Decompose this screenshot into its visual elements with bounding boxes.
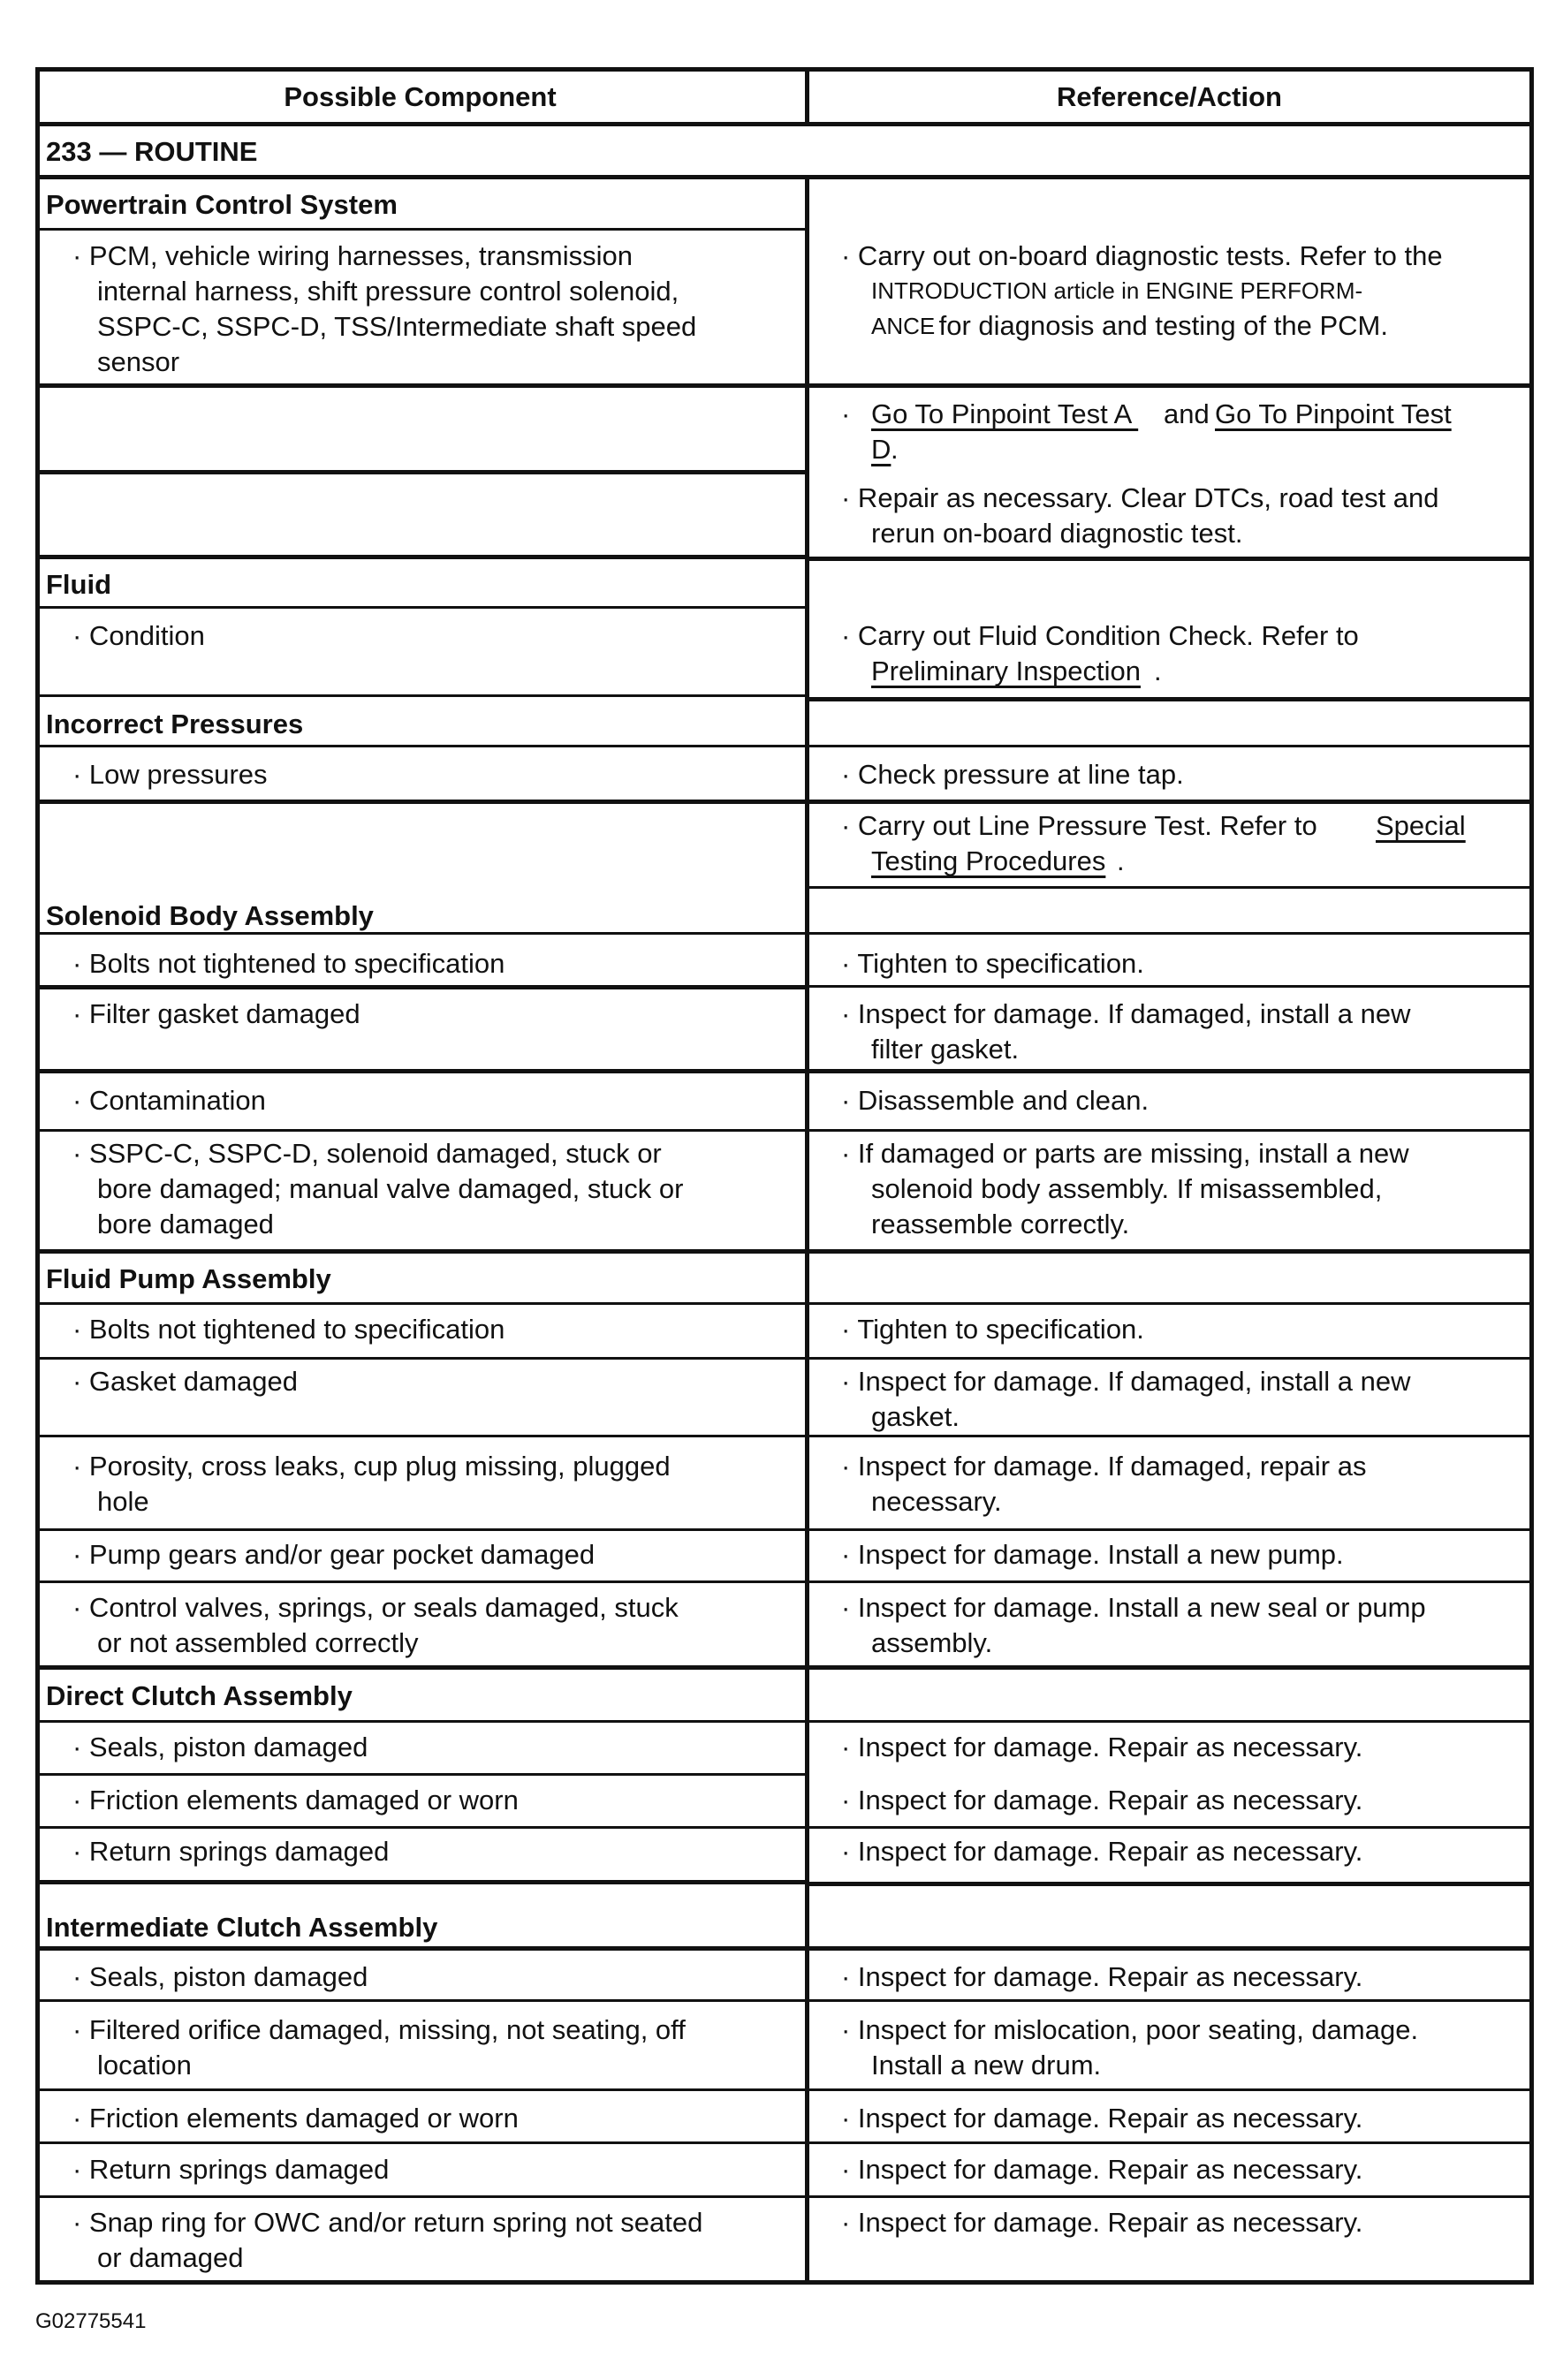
action-text: · Disassemble and clean. xyxy=(841,1085,1149,1116)
action-text: · Inspect for damage. Repair as necessary. xyxy=(841,1836,1363,1867)
action-text: · Inspect for damage. Repair as necessary. xyxy=(841,2103,1363,2134)
row-divider xyxy=(808,383,1530,388)
action-text: · Inspect for damage. If damaged, install a new xyxy=(841,998,1411,1029)
component-text: · Porosity, cross leaks, cup plug missing, plugged xyxy=(72,1451,671,1482)
row-divider xyxy=(39,745,805,747)
component-text: · Control valves, springs, or seals damaged, stuck xyxy=(72,1592,679,1623)
action-text: · Repair as necessary. Clear DTCs, road test and xyxy=(841,482,1439,513)
row-divider xyxy=(39,985,805,989)
row-divider xyxy=(808,985,1530,988)
row-divider xyxy=(808,1580,1530,1583)
action-text: . xyxy=(891,434,899,465)
row-divider xyxy=(808,1946,1530,1951)
component-text: · Filtered orifice damaged, missing, not seating, off xyxy=(72,2014,686,2045)
row-divider xyxy=(808,1249,1530,1254)
row-divider xyxy=(808,886,1530,889)
row-divider xyxy=(39,1069,805,1073)
special-testing-link[interactable]: Special xyxy=(1376,810,1466,841)
row-divider xyxy=(39,1773,805,1776)
action-text: solenoid body assembly. If misassembled, xyxy=(871,1173,1383,1204)
section-title-direct-clutch: Direct Clutch Assembly xyxy=(46,1680,353,1711)
row-divider xyxy=(39,1946,805,1951)
row-divider xyxy=(35,122,1534,126)
action-text: · Inspect for damage. If damaged, repair as xyxy=(841,1451,1367,1482)
row-divider xyxy=(39,694,805,697)
action-text: · Inspect for damage. Repair as necessary. xyxy=(841,2154,1363,2185)
action-text: for diagnosis and testing of the PCM. xyxy=(931,310,1388,341)
row-divider xyxy=(808,1528,1530,1531)
action-text: · Carry out Fluid Condition Check. Refer to xyxy=(841,620,1359,651)
row-divider xyxy=(39,606,805,609)
row-divider xyxy=(808,2141,1530,2144)
pinpoint-test-d-link[interactable]: D xyxy=(871,434,892,465)
section-title-fluid: Fluid xyxy=(46,569,112,600)
component-text: · Return springs damaged xyxy=(72,2154,390,2185)
action-text: · Inspect for damage. Repair as necessary. xyxy=(841,1961,1363,1992)
action-bullet: · xyxy=(841,398,858,429)
action-text: necessary. xyxy=(871,1486,1002,1517)
component-text: · Filter gasket damaged xyxy=(72,998,360,1029)
action-text: Install a new drum. xyxy=(871,2050,1102,2081)
section-title-intermediate-clutch: Intermediate Clutch Assembly xyxy=(46,1912,438,1943)
component-text: · Friction elements damaged or worn xyxy=(72,1785,519,1815)
action-text: ANCE xyxy=(871,313,936,339)
action-text: · Inspect for damage. Repair as necessary. xyxy=(841,1785,1363,1815)
row-divider xyxy=(39,1880,805,1884)
row-divider xyxy=(39,2141,805,2144)
row-divider xyxy=(808,1720,1530,1723)
component-text: · SSPC-C, SSPC-D, solenoid damaged, stuck or xyxy=(72,1138,662,1169)
action-text: assembly. xyxy=(871,1627,993,1658)
component-text: · Contamination xyxy=(72,1085,266,1116)
row-divider xyxy=(39,1720,805,1723)
section-title-powertrain: Powertrain Control System xyxy=(46,189,398,220)
component-text: · Friction elements damaged or worn xyxy=(72,2103,519,2134)
action-text: · Carry out on-board diagnostic tests. Refer to the xyxy=(841,240,1443,271)
component-text: bore damaged xyxy=(97,1209,274,1239)
component-text: SSPC-C, SSPC-D, TSS/Intermediate shaft speed xyxy=(97,311,697,342)
row-divider xyxy=(808,1129,1530,1132)
row-divider xyxy=(39,383,805,388)
component-text: · Snap ring for OWC and/or return spring not seated xyxy=(72,2207,703,2238)
row-divider xyxy=(39,555,805,559)
section-title-pressures: Incorrect Pressures xyxy=(46,709,304,739)
action-text: · Check pressure at line tap. xyxy=(841,759,1184,790)
section-title-pump: Fluid Pump Assembly xyxy=(46,1263,331,1294)
row-divider xyxy=(808,1826,1530,1829)
row-divider xyxy=(39,1826,805,1829)
special-testing-link[interactable]: Testing Procedures xyxy=(871,845,1106,876)
figure-id: G02775541 xyxy=(35,2309,147,2333)
action-text: · Inspect for damage. Install a new pump. xyxy=(841,1539,1344,1570)
component-text: · Bolts not tightened to specification xyxy=(72,948,505,979)
action-text: · Inspect for damage. Repair as necessary. xyxy=(841,2207,1363,2238)
row-divider xyxy=(808,697,1530,701)
column-header-component: Possible Component xyxy=(284,81,557,112)
row-divider xyxy=(808,1357,1530,1360)
action-text: rerun on-board diagnostic test. xyxy=(871,518,1243,549)
action-text: · Carry out Line Pressure Test. Refer to xyxy=(841,810,1325,841)
row-divider xyxy=(39,1357,805,1360)
row-divider xyxy=(39,1580,805,1583)
component-text: location xyxy=(97,2050,192,2081)
action-text: · Tighten to specification. xyxy=(841,1314,1144,1345)
component-text: or damaged xyxy=(97,2242,244,2273)
pinpoint-test-a-link[interactable]: Go To Pinpoint Test A xyxy=(871,398,1139,429)
component-text: · Condition xyxy=(72,620,205,651)
row-divider xyxy=(808,2088,1530,2091)
component-text: · Pump gears and/or gear pocket damaged xyxy=(72,1539,596,1570)
column-divider xyxy=(805,175,809,2285)
row-divider xyxy=(39,2088,805,2091)
action-text: · Inspect for damage. If damaged, install a new xyxy=(841,1366,1411,1397)
action-text: · Inspect for mislocation, poor seating, damage. xyxy=(841,2014,1419,2045)
action-text: . xyxy=(1117,845,1125,876)
row-divider xyxy=(808,932,1530,935)
component-text: · Seals, piston damaged xyxy=(72,1732,368,1762)
row-divider xyxy=(808,175,1530,179)
row-divider xyxy=(808,800,1530,804)
action-text: filter gasket. xyxy=(871,1034,1020,1065)
row-divider xyxy=(808,1069,1530,1073)
component-text: · Low pressures xyxy=(72,759,268,790)
component-text: · Return springs damaged xyxy=(72,1836,390,1867)
row-divider xyxy=(808,1435,1530,1437)
row-divider xyxy=(808,2195,1530,2198)
row-divider xyxy=(808,1302,1530,1305)
component-text: · PCM, vehicle wiring harnesses, transmission xyxy=(72,240,633,271)
component-text: · Seals, piston damaged xyxy=(72,1961,368,1992)
row-divider xyxy=(39,1129,805,1132)
component-text: hole xyxy=(97,1486,149,1517)
action-text: and xyxy=(1164,398,1218,429)
action-text: reassemble correctly. xyxy=(871,1209,1130,1239)
component-text: sensor xyxy=(97,346,180,377)
pinpoint-test-d-link[interactable]: Go To Pinpoint Test xyxy=(1215,398,1452,429)
action-text: . xyxy=(1154,656,1162,686)
row-divider xyxy=(39,1665,805,1670)
row-divider xyxy=(39,1528,805,1531)
row-divider xyxy=(39,2195,805,2198)
row-divider xyxy=(808,1999,1530,2002)
action-text: · Tighten to specification. xyxy=(841,948,1144,979)
component-text: · Gasket damaged xyxy=(72,1366,299,1397)
action-text: · Inspect for damage. Install a new seal or pump xyxy=(841,1592,1426,1623)
row-divider xyxy=(808,557,1530,561)
code-row-label: 233 — ROUTINE xyxy=(46,136,258,167)
row-divider xyxy=(39,1249,805,1254)
action-text: · Inspect for damage. Repair as necessary. xyxy=(841,1732,1363,1762)
component-text: internal harness, shift pressure control solenoid, xyxy=(97,276,679,307)
action-text: INTRODUCTION article in ENGINE PERFORM- xyxy=(871,277,1363,304)
component-text: bore damaged; manual valve damaged, stuck or xyxy=(97,1173,684,1204)
row-divider xyxy=(39,1999,805,2002)
row-divider xyxy=(808,1665,1530,1670)
row-divider xyxy=(808,1882,1530,1886)
component-text: · Bolts not tightened to specification xyxy=(72,1314,505,1345)
component-text: or not assembled correctly xyxy=(97,1627,419,1658)
action-text: · If damaged or parts are missing, install a new xyxy=(841,1138,1409,1169)
row-divider xyxy=(808,745,1530,747)
action-text: gasket. xyxy=(871,1401,960,1432)
row-divider xyxy=(39,470,805,474)
preliminary-inspection-link[interactable]: Preliminary Inspection xyxy=(871,656,1141,686)
section-title-solenoid: Solenoid Body Assembly xyxy=(46,900,374,931)
row-divider xyxy=(39,800,805,804)
row-divider xyxy=(39,1302,805,1305)
row-divider xyxy=(39,228,805,231)
column-header-action: Reference/Action xyxy=(1057,81,1282,112)
row-divider xyxy=(39,1435,805,1437)
